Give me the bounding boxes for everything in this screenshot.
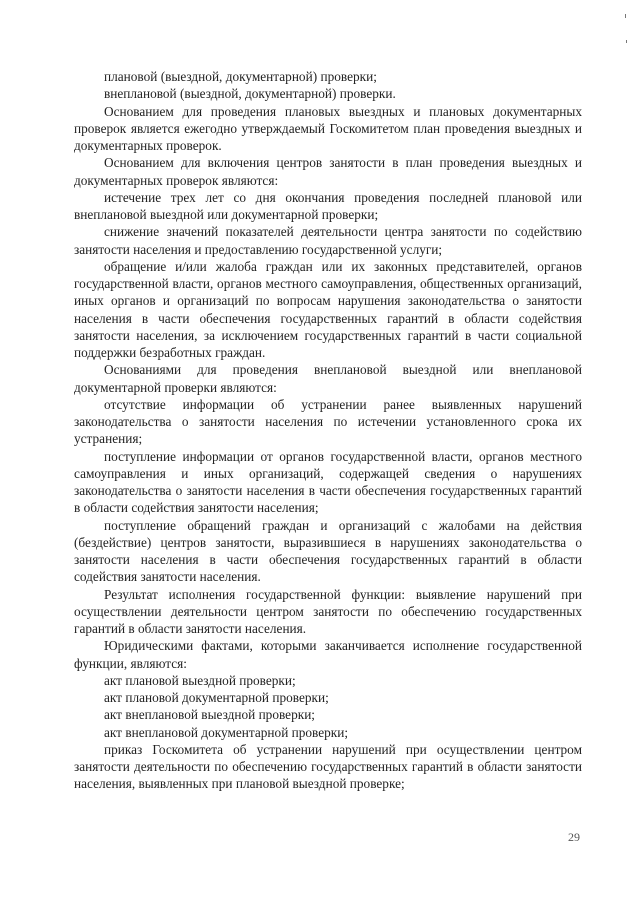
paragraph: акт плановой документарной проверки; [104, 690, 329, 705]
paragraph: акт плановой выездной проверки; [104, 672, 296, 688]
scan-mark [626, 40, 627, 43]
paragraph: Основанием для включения центров занятости в план проведения выездных и документарных проверок являются: [74, 155, 582, 188]
paragraph: Юридическими фактами, которыми заканчивается исполнение государственной функции, являются: [74, 638, 582, 671]
paragraph: приказ Госкомитета об устранении нарушений при осуществлении центром занятости деятельности по обеспечению государственных гарантий в области занятости населения, выявленных при плановой выездной проверке; [74, 741, 582, 792]
paragraph: плановой (выездной, документарной) проверки; [104, 69, 377, 84]
paragraph: снижение значений показателей деятельности центра занятости по содействию занятости населения и предоставлению государственной услуги; [74, 224, 582, 257]
paragraph: Основанием для проведения плановых выездных и плановых документарных проверок является ежегодно утверждаемый Госкомитетом план проведения выездных и документарных проверок. [74, 103, 582, 153]
paragraph: внеплановой (выездной, документарной) проверки. [104, 86, 396, 102]
paragraph: Результат исполнения государственной функции: выявление нарушений при осуществлении деятельности центром занятости по обеспечению государственных гарантий в области занятости населения. [74, 586, 582, 636]
page-number: 29 [568, 830, 580, 844]
paragraph: поступление информации от органов государственной власти, органов местного самоуправления и иных организаций, содержащей сведения о нарушениях законодательства о занятости населения в части обеспечения государственных гарантий в области содействия занятости населения; [74, 448, 582, 516]
paragraph: отсутствие информации об устранении ранее выявленных нарушений законодательства о занятости населения по истечении установленного срока их устранения; [74, 396, 582, 447]
paragraph: акт внеплановой выездной проверки; [104, 707, 316, 723]
paragraph: обращение и/или жалоба граждан или их законных представителей, органов государственной власти, органов местного самоуправления, общественных организаций, иных органов и организаций по вопросам нарушения законодательства о занятости населения в части обеспечения государственных гарантий в области содействия занятости населения, за исключением государственных гарантий в части социальной поддержки безработных граждан. [74, 258, 582, 360]
paragraph: поступление обращений граждан и организаций с жалобами на действия (бездействие) центров занятости, выразившиеся в нарушениях законодательства о занятости населения в части обеспечения государственных гарантий в области содействия занятости населения. [74, 517, 582, 585]
paragraph: Основаниями для проведения внеплановой выездной или внеплановой документарной проверки являются: [74, 362, 582, 395]
paragraph: истечение трех лет со дня окончания проведения последней плановой или внеплановой выездной или документарной проверки; [74, 189, 582, 222]
paragraph: акт внеплановой документарной проверки; [104, 724, 349, 740]
scan-mark [625, 14, 626, 18]
document-body [74, 68, 582, 793]
